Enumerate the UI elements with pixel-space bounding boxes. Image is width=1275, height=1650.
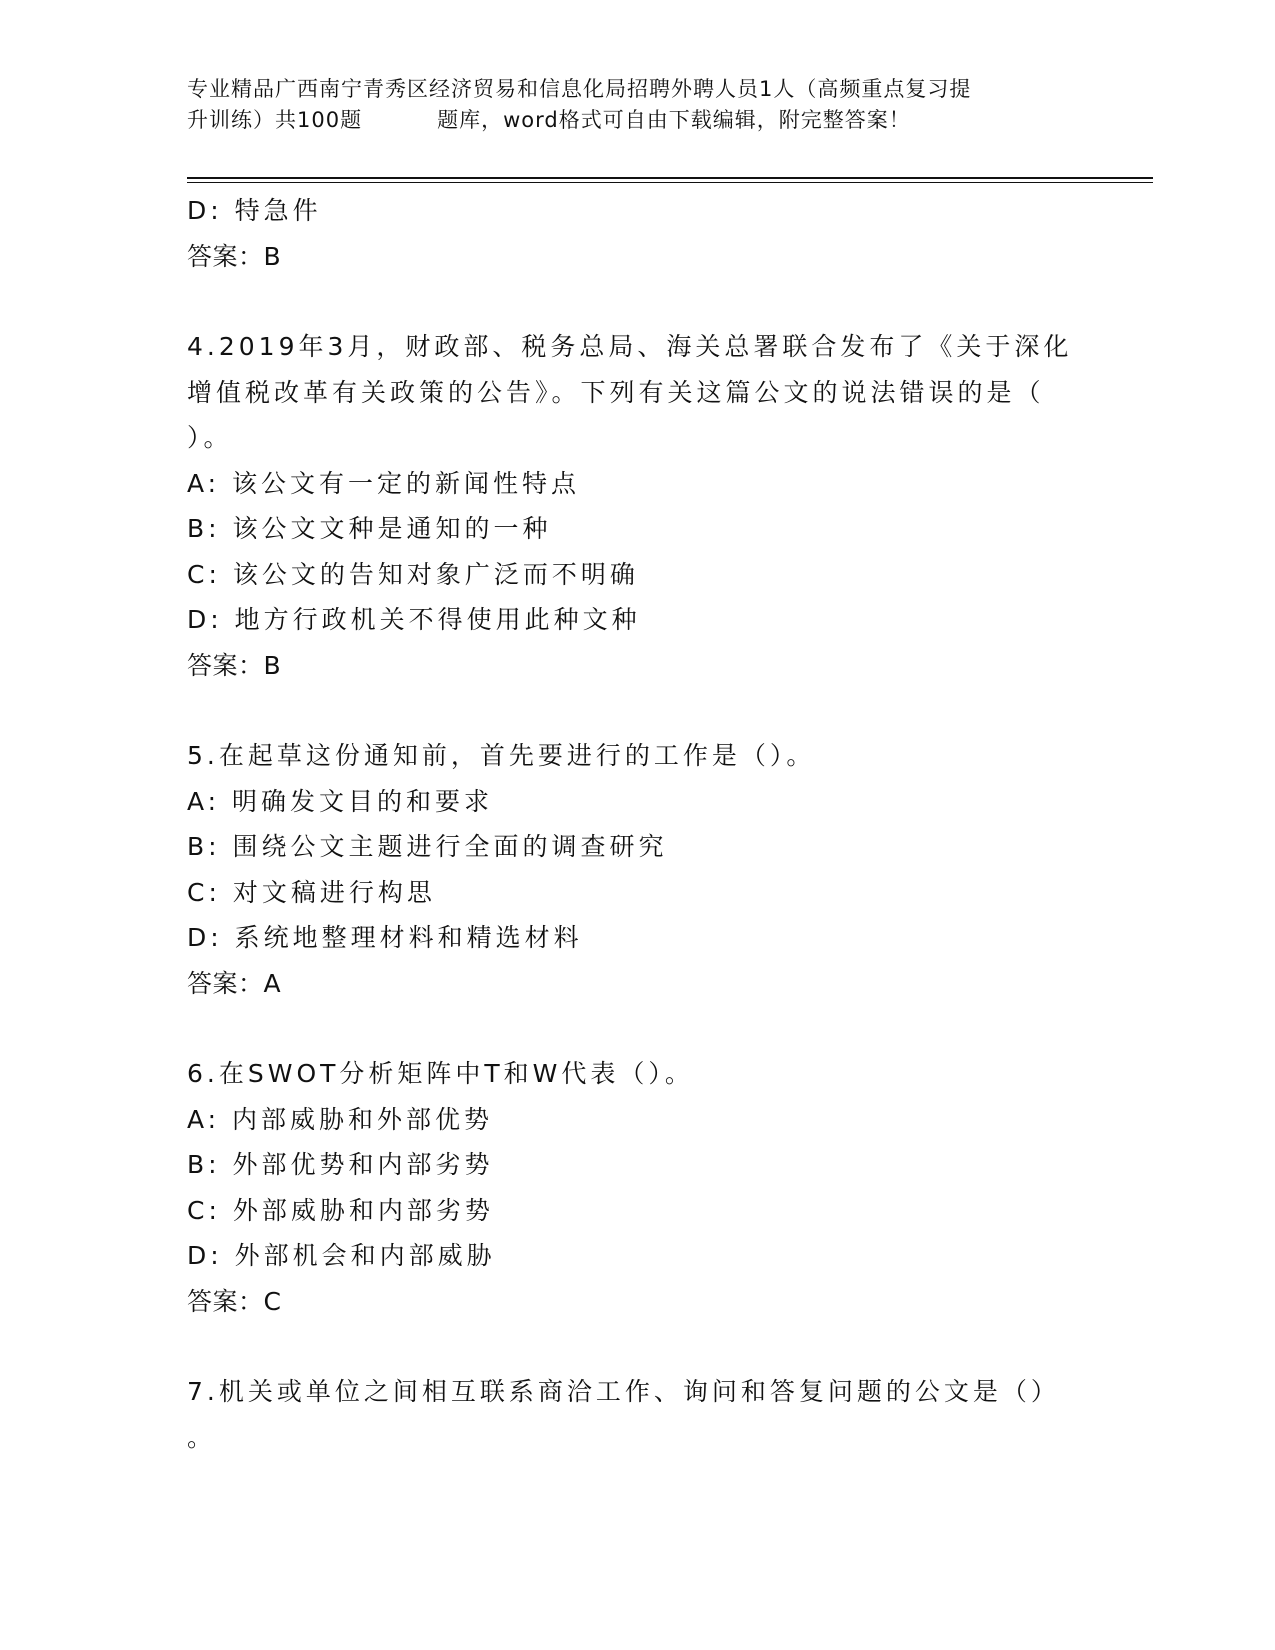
question-6	[187, 1051, 1067, 1324]
q4-stem-line-2: 增值税改革有关政策的公告》。下列有关这篇公文的说法错误的是（	[187, 377, 1045, 407]
q4-option-c: C: 该公文的告知对象广泛而不明确	[187, 559, 639, 589]
header-line-2	[187, 105, 1087, 136]
header-line-2-right: 题库，word格式可自由下载编辑，附完整答案！	[437, 108, 911, 132]
q5-option-c: C: 对文稿进行构思	[187, 877, 436, 907]
q4-option-a: A: 该公文有一定的新闻性特点	[187, 468, 581, 498]
header-line-2-left: 升训练）共100题	[187, 108, 363, 132]
q4-stem-line-1: 4.2019年3月，财政部、税务总局、海关总署联合发布了《关于深化	[187, 332, 1073, 361]
question-4	[187, 324, 1073, 688]
q6-option-c: C: 外部威胁和内部劣势	[187, 1195, 494, 1225]
q6-stem: 6.在SWOT分析矩阵中T和W代表（）。	[187, 1059, 694, 1088]
q3-answer: 答案：B	[187, 241, 282, 271]
header-rule-thick	[187, 177, 1153, 179]
q3-option-d: D: 特急件	[187, 196, 322, 225]
q6-option-b: B: 外部优势和内部劣势	[187, 1150, 494, 1179]
question-content	[187, 188, 1073, 1460]
q4-option-d: D: 地方行政机关不得使用此种文种	[187, 605, 641, 634]
header-rule-thin	[187, 182, 1153, 183]
q6-option-d: D: 外部机会和内部威胁	[187, 1241, 496, 1270]
question-5	[187, 733, 1067, 1006]
q6-option-a: A: 内部威胁和外部优势	[187, 1104, 494, 1134]
q5-option-a: A: 明确发文目的和要求	[187, 786, 494, 816]
q7-stem-line-1: 7.机关或单位之间相互联系商洽工作、询问和答复问题的公文是（）	[187, 1377, 1060, 1406]
q4-answer: 答案：B	[187, 650, 282, 680]
q6-answer: 答案：C	[187, 1286, 282, 1316]
q7-stem-line-2: 。	[187, 1422, 217, 1452]
q5-stem: 5.在起草这份通知前，首先要进行的工作是（）。	[187, 741, 816, 770]
document-header	[187, 74, 1087, 136]
header-line-1: 专业精品广西南宁青秀区经济贸易和信息化局招聘外聘人员1人（高频重点复习提	[187, 77, 972, 101]
q5-answer: 答案：A	[187, 968, 282, 998]
question-3-tail	[187, 188, 1067, 279]
q5-option-b: B: 围绕公文主题进行全面的调查研究	[187, 832, 668, 861]
q5-option-d: D: 系统地整理材料和精选材料	[187, 923, 583, 952]
q4-stem-line-3: ）。	[187, 423, 233, 452]
question-7	[187, 1369, 1067, 1460]
q4-option-b: B: 该公文文种是通知的一种	[187, 514, 552, 543]
